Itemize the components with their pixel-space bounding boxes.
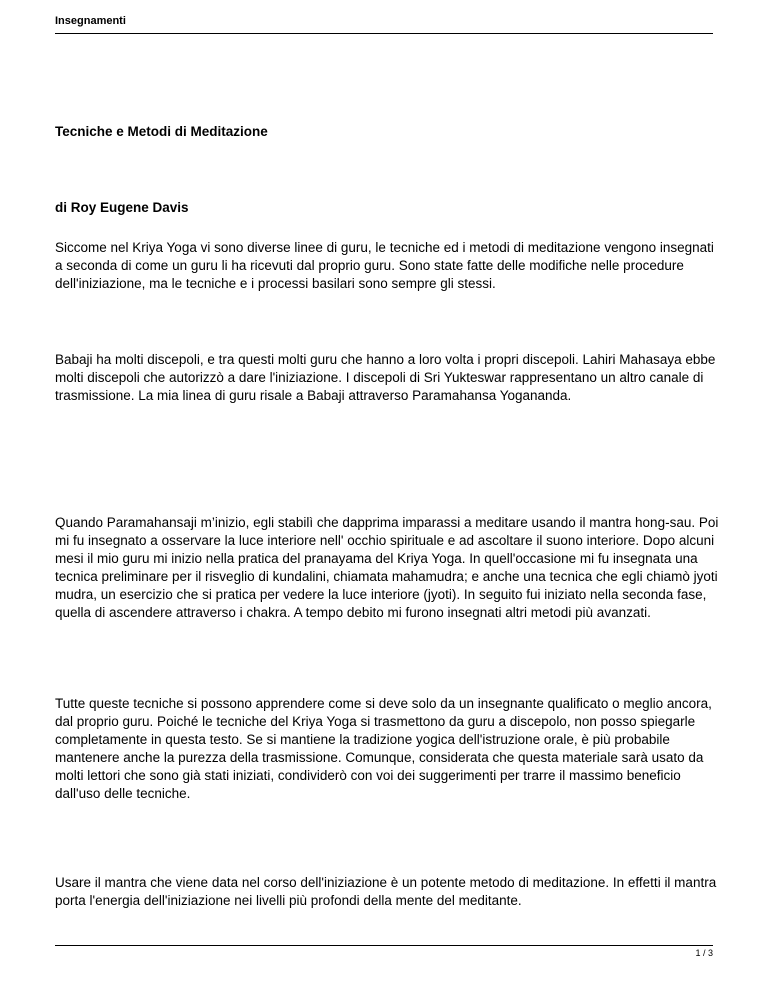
paragraph: Babaji ha molti discepoli, e tra questi molti guru che hanno a loro volta i propri discepoli. Lahiri Mahasaya ebbe molti discepoli che autorizzò a dare l'iniziazione. I discepoli di Sri Yukteswar rappresentano un altro canale di trasmissione. La mia linea di guru risale a Babaji attraverso Paramahansa Yogananda. xyxy=(55,352,716,404)
paragraph: Siccome nel Kriya Yoga vi sono diverse linee di guru, le tecniche ed i metodi di meditazione vengono insegnati a seconda di come un guru li ha ricevuti dal proprio guru. Sono state fatte delle modifiche nelle procedure dell'iniziazione, ma le tecniche e i processi basilari sono sempre gli stessi. xyxy=(55,240,714,292)
paragraph: Tutte queste tecniche si possono apprendere come si deve solo da un insegnante qualificato o meglio ancora, dal proprio guru. Poiché le tecniche del Kriya Yoga si trasmettono da guru a discepolo, non posso spiegarle completamente in questa testo. Se si mantiene la tradizione yogica dell'istruzione orale, è più probabile mantenere anche la purezza della trasmissione. Comunque, considerata che questa materiale sarà usato da molti lettori che sono già stati iniziati, condividerò con voi dei suggerimenti per trarre il massimo beneficio dall'uso delle tecniche. xyxy=(55,696,712,802)
page-footer xyxy=(55,945,713,959)
paragraph: Usare il mantra che viene data nel corso dell'iniziazione è un potente metodo di meditazione. In effetti il mantra porta l'energia dell'iniziazione nei livelli più profondi della mente del meditante. xyxy=(55,875,717,909)
paragraph: Quando Paramahansaji m’inizio, egli stabilì che dapprima imparassi a meditare usando il mantra hong-sau. Poi mi fu insegnato a osservare la luce interiore nell' occhio spirituale e ad ascoltare il suono interiore. Dopo alcuni mesi il mio guru mi inizio nella pratica del pranayama del Kriya Yoga. In quell'occasione mi fu insegnata una tecnica preliminare per il risveglio di kundalini, chiamata mahamudra; e anche una tecnica che egli chiamò jyoti mudra, un esercizio che si pratica per vedere la luce interiore (jyoti). In seguito fui iniziato nella seconda fase, quella di ascendere attraverso i chakra. A tempo debito mi furono insegnati altri metodi più avanzati. xyxy=(55,515,719,621)
article-author: di Roy Eugene Davis xyxy=(55,200,189,215)
page-header xyxy=(55,14,713,34)
header-title: Insegnamenti xyxy=(55,15,126,27)
footer-divider xyxy=(55,945,713,946)
header-divider xyxy=(55,33,713,34)
article-title: Tecniche e Metodi di Meditazione xyxy=(55,124,268,139)
page-number: 1 / 3 xyxy=(695,948,713,958)
